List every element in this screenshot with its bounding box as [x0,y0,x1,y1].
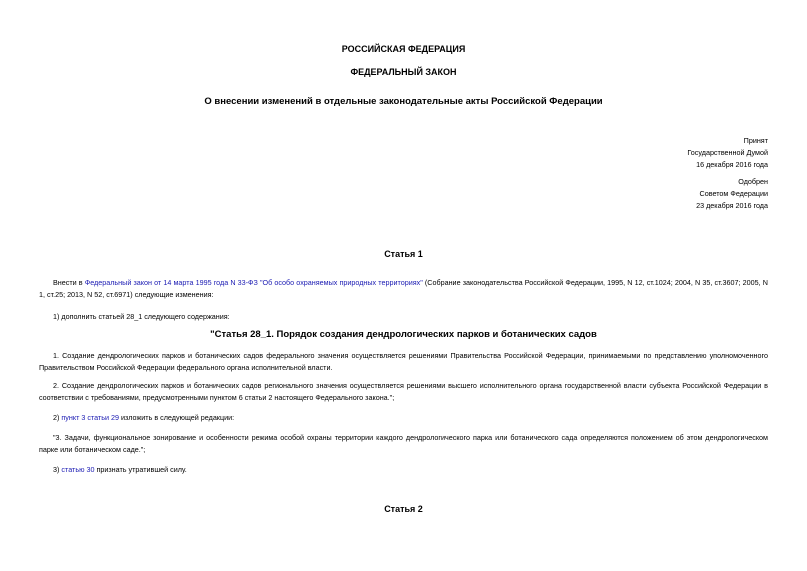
federal-law-link[interactable]: Федеральный закон от 14 марта 1995 года N 33-ФЗ "Об особо охраняемых природных территориях" [84,278,423,287]
approval-body: Советом Федерации [699,188,768,198]
item-3 [39,464,768,476]
item-2 [39,412,768,424]
clause-1: 1. Создание дендрологических парков и ботанических садов федерального значения осуществляется решениями Правительства Российской Федерации, принимаемыми по представлению уполномоченного Правительством Российской Федерации федерального органа исполнительной власти. [39,351,768,372]
item-2-text: "3. Задачи, функциональное зонирование и особенности режима особой охраны территории каждого дендрологического парка или ботанического сада определяются положением об этом дендрологическом парке или ботаническом саде."; [39,433,768,454]
item-3-prefix: 3) [53,465,62,474]
clause-2: 2. Создание дендрологических парков и ботанических садов регионального значения осуществляется решениями высшего исполнительного органа государственной власти субъекта Российской Федерации в соответствии с требованиями, предусмотренными пунктом 6 статьи 2 настоящего Федерального закона."; [39,381,768,402]
new-article-heading: "Статья 28_1. Порядок создания дендрологических парков и ботанических садов [210,329,597,340]
adoption-date: 16 декабря 2016 года [696,159,768,169]
approval-date: 23 декабря 2016 года [696,200,768,210]
adoption-label: Принят [743,136,768,145]
article-2-heading: Статья 2 [384,504,423,514]
document-title: О внесении изменений в отдельные законодательные акты Российской Федерации [204,96,603,107]
intro-text-after: (Собрание законодательства Российской Федерации, 1995, N 12, ст.1024; 2004, N 35, ст.3607; 2005, N 1, ст.25; 2013, N 52, ст.6971) следующие изменения: [39,278,768,299]
article-1-heading: Статья 1 [384,249,423,259]
intro-text-before: Внести в [53,278,85,287]
item-1: 1) дополнить статьей 28_1 следующего содержания: [53,312,230,321]
item-2-prefix: 2) [53,413,62,422]
country-heading: РОССИЙСКАЯ ФЕДЕРАЦИЯ [341,44,466,54]
article-29-point-3-link[interactable]: пункт 3 статьи 29 [61,413,120,422]
approval-label: Одобрен [738,177,768,186]
article-1-intro [39,277,768,300]
item-3-suffix: признать утратившей силу. [94,465,187,474]
approval-block [696,176,768,211]
document-type-heading: ФЕДЕРАЛЬНЫЙ ЗАКОН [350,67,457,77]
adoption-body: Государственной Думой [687,147,768,157]
article-30-link[interactable]: статью 30 [61,465,95,474]
adoption-block [687,135,768,170]
item-2-suffix: изложить в следующей редакции: [119,413,235,422]
